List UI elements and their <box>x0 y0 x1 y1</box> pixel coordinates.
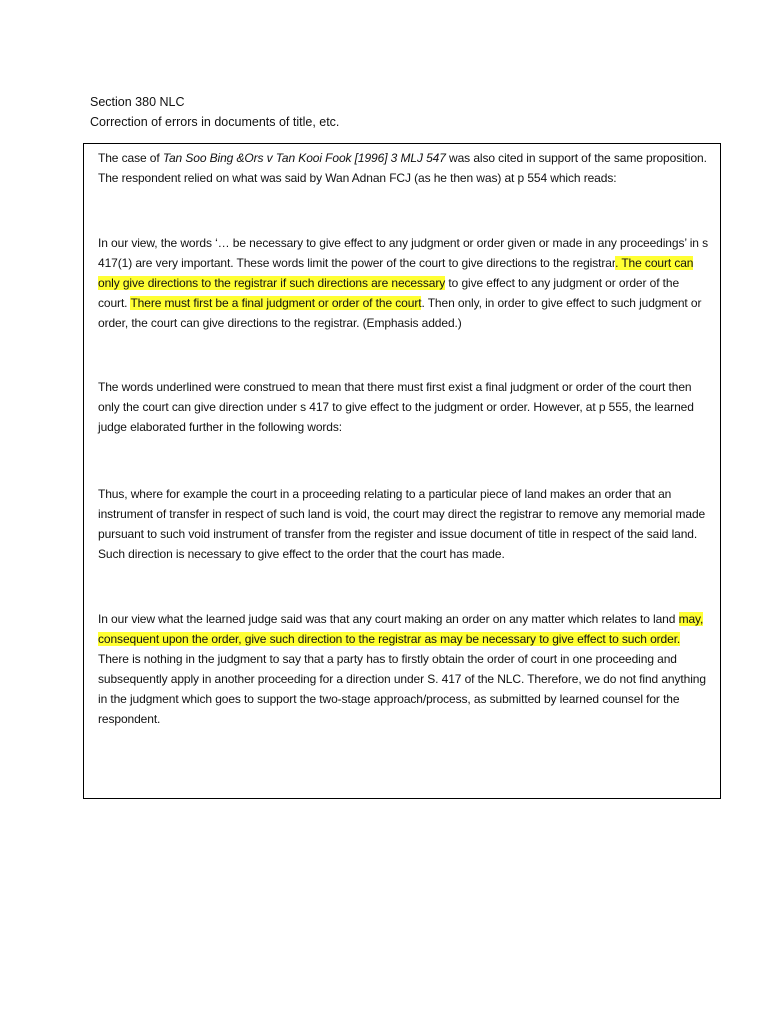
paragraph-example: Thus, where for example the court in a proceeding relating to a particular piece of land makes an order that an instrument of transfer in respect of such land is void, the court may direct the registrar to remove any memorial made pursuant to such void instrument of transfer from the register and issue document of title in respect of the said land. Such direction is necessary to give effect to the order that the court has made. <box>98 487 706 561</box>
paragraph-text: to give effect to any judgment or order of the court. <box>98 276 680 310</box>
section-heading: Section 380 NLC <box>90 95 185 109</box>
paragraph-text: In our view, the words ‘… be necessary to give effect to any judgment or order given or made in any proceedings’ in s 417(1) are very important. These words limit the power of the court to give directions to the registrar <box>98 236 708 270</box>
case-citation: Tan Soo Bing &Ors v Tan Kooi Fook [1996] 3 MLJ 547 <box>162 151 446 165</box>
paragraph-conclusion <box>98 609 710 729</box>
paragraph-text: was also cited in support of the same proposition. The respondent relied on what was said by Wan Adnan FCJ (as he then was) at p 554 which reads: <box>98 151 707 185</box>
paragraph-text: The case of <box>98 151 163 165</box>
highlighted-text: . The court can only give directions to the registrar if such directions are necessary <box>98 256 694 290</box>
paragraph-text: . Then only, in order to give effect to such judgment or order, the court can give directions to the registrar. (Emphasis added.) <box>98 296 702 330</box>
section-subtitle: Correction of errors in documents of title, etc. <box>90 115 340 129</box>
highlighted-text: There must first be a final judgment or order of the court <box>130 296 422 310</box>
paragraph-case-citation <box>98 148 710 188</box>
paragraph-construction: The words underlined were construed to mean that there must first exist a final judgment or order of the court then only the court can give direction under s 417 to give effect to the judgment or order. However, at p 555, the learned judge elaborated further in the following words: <box>98 380 694 434</box>
paragraph-quote-wan-adnan <box>98 233 710 333</box>
paragraph-text: There is nothing in the judgment to say that a party has to firstly obtain the order of court in one proceeding and subsequently apply in another proceeding for a direction under S. 417 of the NLC. Therefore, we do not find anything in the judgment which goes to support the two-stage approach/process, as submitted by learned counsel for the respondent. <box>98 652 706 726</box>
paragraph-text: In our view what the learned judge said was that any court making an order on any matter which relates to land <box>98 612 679 626</box>
highlighted-text: may, consequent upon the order, give such direction to the registrar as may be necessary to give effect to such order. <box>98 612 704 646</box>
quoted-text-box <box>83 143 721 799</box>
